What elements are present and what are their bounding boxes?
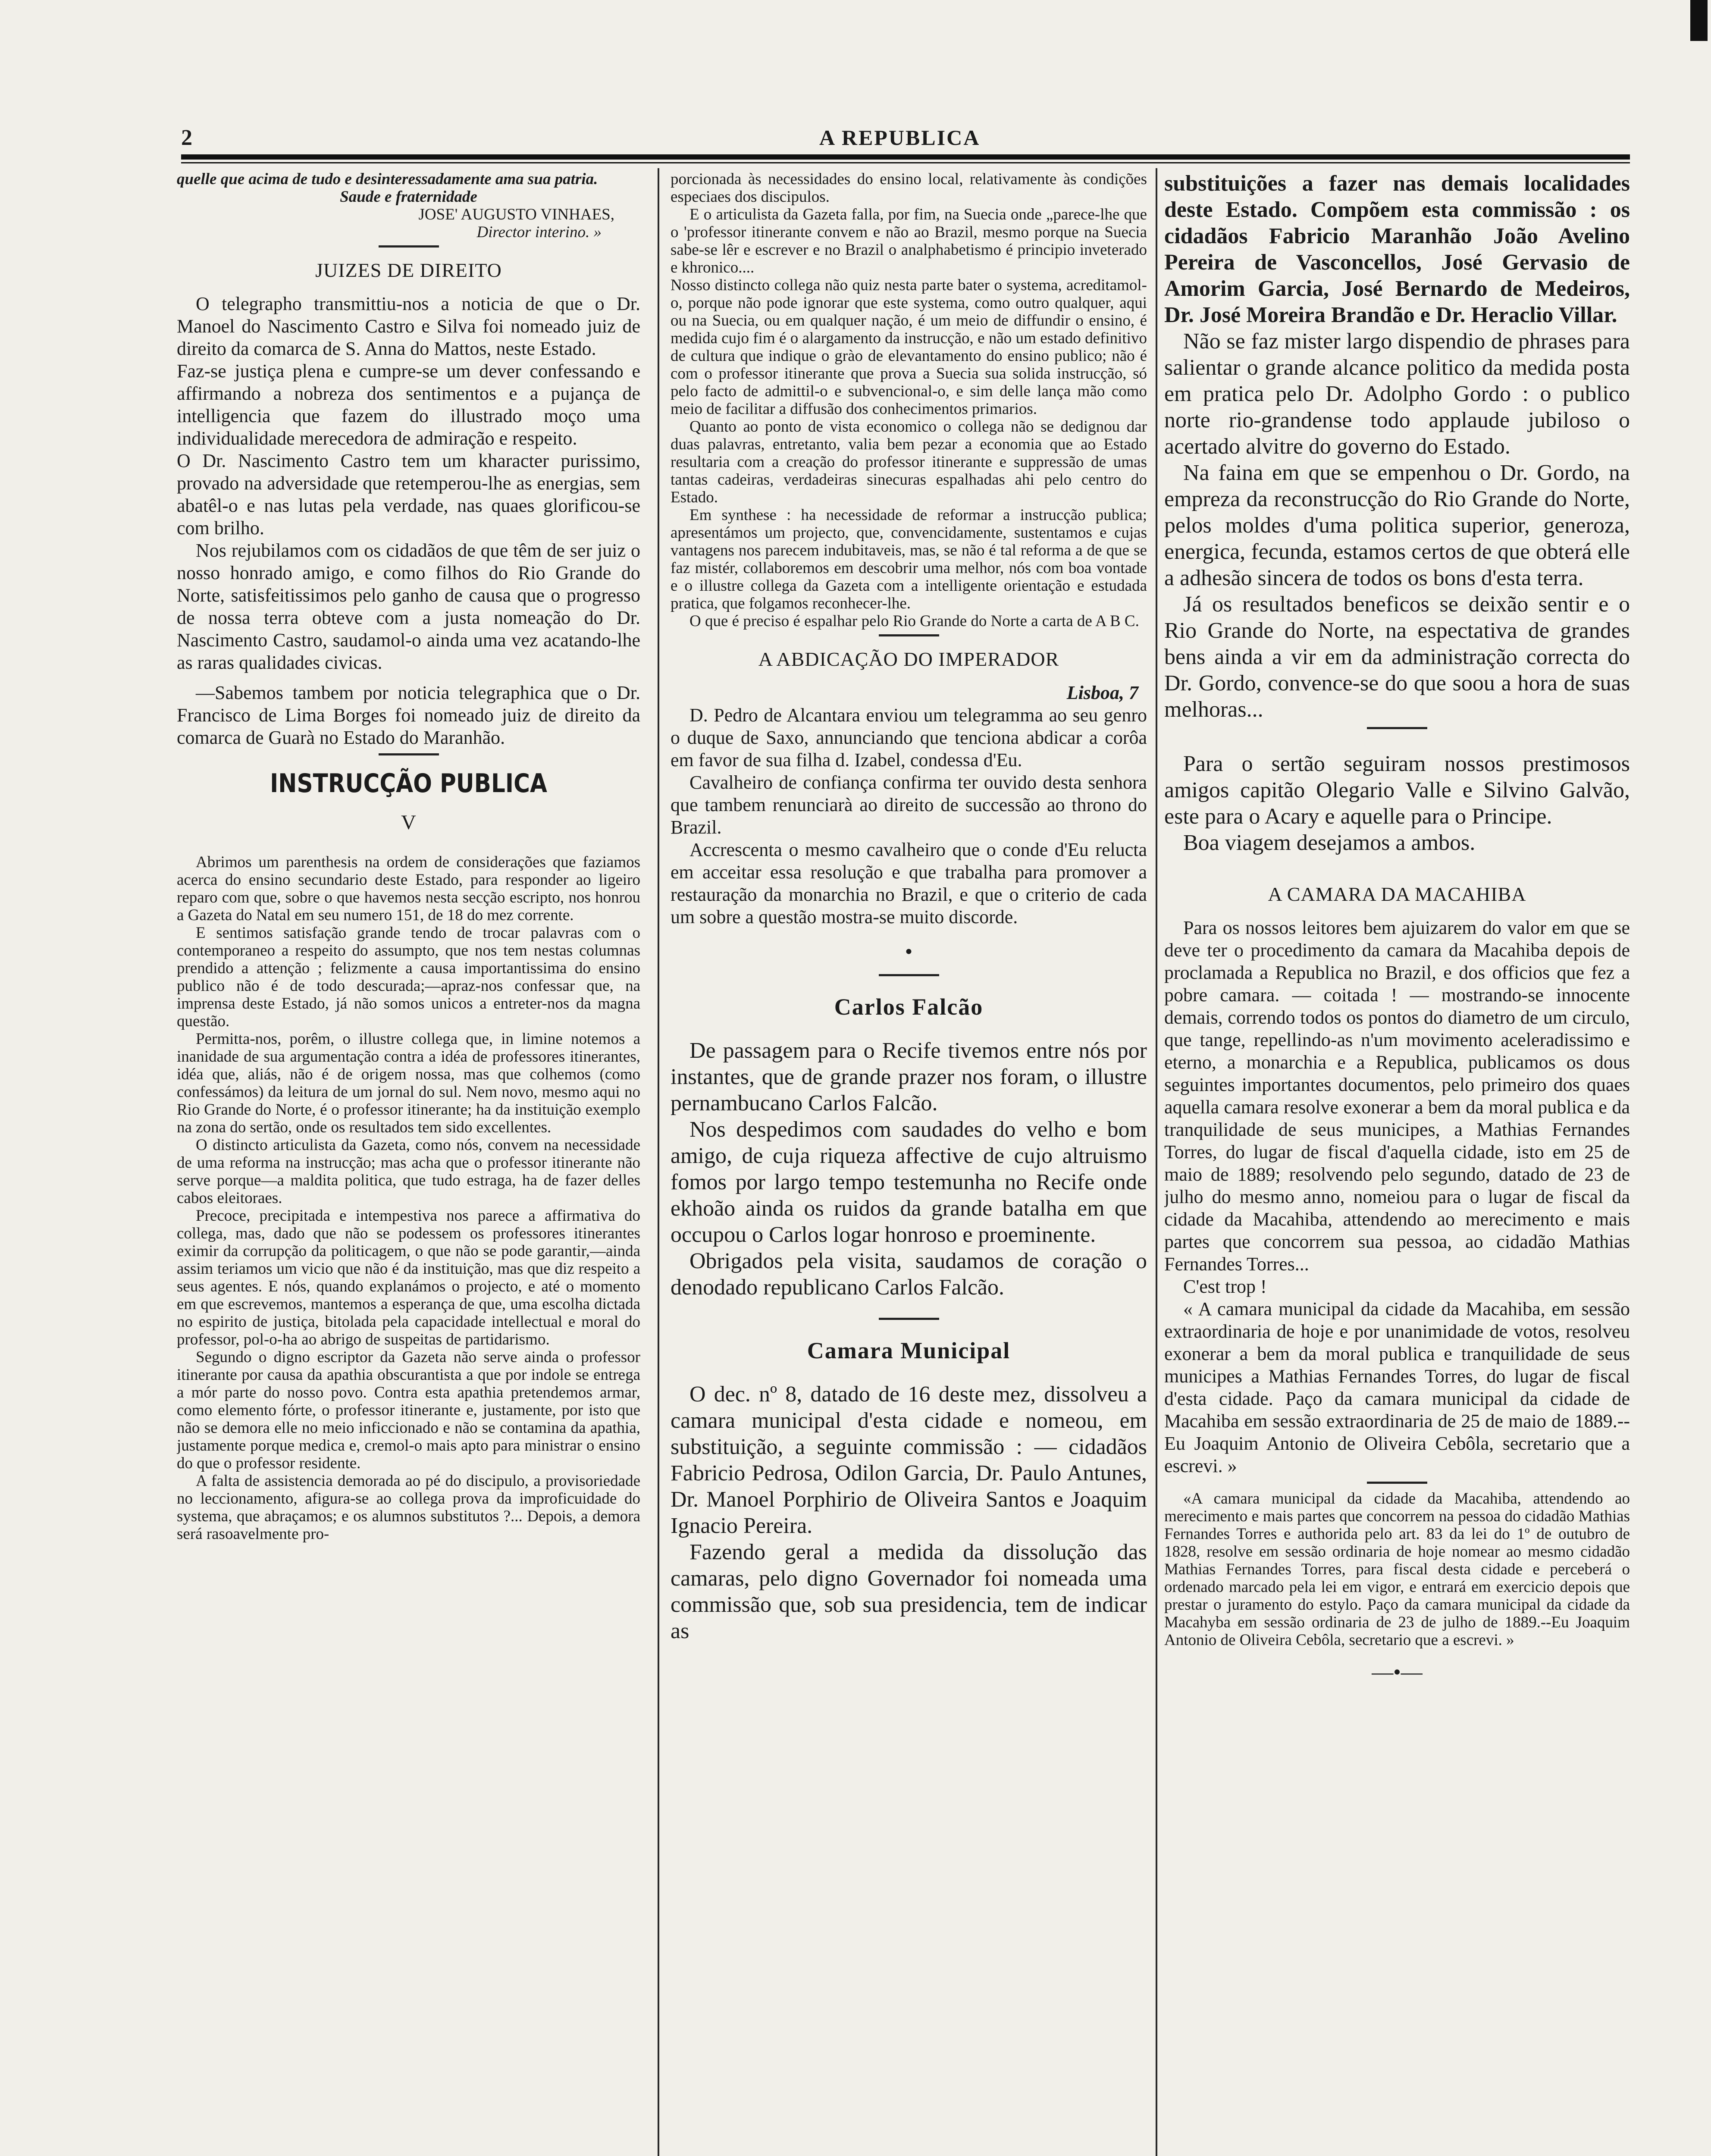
header-rule [181, 154, 1630, 160]
paragraph: Na faina em que se empenhou o Dr. Gordo, na empreza da reconstrucção do Rio Grande do Norte, pelos moldes d'uma politica superior, generoza, energica, fecunda, estamos certos de que obterá elle a adhesão sincera de todos os bons d'esta terra. [1164, 461, 1630, 590]
paragraph: Quanto ao ponto de vista economico o collega não se dedignou dar duas palavras, entretanto, valia bem pezar a economia que ao Estado resultaria com a creação do professor itinerante e suppressão de umas tantas cadeiras, verdadeiras sinecuras espalhadas ahi pelo centro do Estado. [671, 418, 1147, 506]
paragraph: Obrigados pela visita, saudamos de coração o denodado republicano Carlos Falcão. [671, 1249, 1147, 1300]
column-3 [1164, 170, 1630, 2156]
section-title-macahiba: A CAMARA DA MACAHIBA [1268, 883, 1526, 905]
paragraph: porcionada às necessidades do ensino local, relativamente às condições especiaes dos discipulos. [671, 170, 1147, 206]
paragraph: E sentimos satisfação grande tendo de trocar palavras com o contemporaneo a respeito do assumpto, que nos tem nestas columnas prendido a attenção ; felizmente a causa importantissima do ensino publico não é de todo descurada;—apraz-nos confessar que, na imprensa deste Estado, já não somos unicos a entreter-nos da magna questão. [177, 924, 640, 1030]
paragraph: Segundo o digno escriptor da Gazeta não serve ainda o professor itinerante por causa da apathia obscurantista a que por indole se entrega a mór parte do nosso povo. Contra esta apathia pretendemos armar, como elemento fórte, o professor itinerante e, justamente, por isto que não se demora elle no meio inficcionado e não se contamina da apathia, justamente porque medica e, cremol-o mais apto para ministrar o ensino do que o professor residente. [177, 1348, 640, 1472]
journal-title: A REPUBLICA [819, 125, 981, 150]
paragraph: Já os resultados beneficos se deixão sentir e o Rio Grande do Norte, na espectativa de grandes bens ainda a vir em da administração correcta do Dr. Gordo, convence-se do que soou a hora de suas melhoras... [1164, 592, 1630, 722]
section-title-instruccao: INSTRUCÇÃO PUBLICA [270, 768, 547, 799]
paragraph: Boa viagem desejamos a ambos. [1183, 830, 1476, 855]
paragraph: Nosso distincto collega não quiz nesta parte bater o systema, acreditamol-o, porque não pode ignorar que este systema, como outro qualquer, aqui ou na Suecia, ou em qualquer nação, é um meio de diffundir o ensino, é medida cujo fim é o alargamento da instrucção, e não um estado definitivo de cultura que indique o grào de elevantamento do ensino publico; não é com o professor itinerante que prova a Suecia sua solida instrucção, só pelo facto de admittil-o e subvencional-o, e sim delle lança mão como meio de facilitar a diffusão dos conhecimentos primarios. [671, 276, 1147, 418]
paragraph: D. Pedro de Alcantara enviou um telegramma ao seu genro o duque de Saxo, annunciando que tenciona abdicar a corôa em favor de sua filha d. Izabel, condessa d'Eu. [671, 705, 1147, 771]
corner-mark [1690, 0, 1708, 41]
separator [379, 245, 439, 248]
paragraph: Precoce, precipitada e intempestiva nos parece a affirmativa do collega, mas, dado que não se podessem os professores itinerantes eximir da corrupção da politicagem, o que não se pode garantir,—ainda assim teriamos um vicio que não é da instituição, mas que diz respeito a seus agentes. E nós, quando explanámos o projecto, e até o momento em que escrevemos, mantemos a esperança de que, uma escolha dictada no espirito de justiça, bitolada pela capacidade intellectual e moral do professor, pol-o-ha ao abrigo de suspeitas de partidarismo. [177, 1207, 640, 1348]
paragraph: substituições a fazer nas demais localidades deste Estado. Compõem esta commissão : os cidadãos Fabricio Maranhão João Avelino Pereira de Vasconcellos, José Gervasio de Amorim Garcia, José Bernardo de Medeiros, Dr. José Moreira Brandão e Dr. Heraclio Villar. [1164, 171, 1630, 327]
page-number: 2 [181, 125, 192, 150]
paragraph: Nos despedimos com saudades do velho e bom amigo, de cuja riqueza affective de cujo altruismo fomos por largo tempo testemunha no Recife onde ekhoão ainda os ruidos da grande batalha em que occupou o Carlos logar honroso e proeminente. [671, 1117, 1147, 1247]
opening-line: quelle que acima de tudo e desinteressadamente ama sua patria. [177, 170, 598, 188]
section-title-camara-municipal: Camara Municipal [807, 1338, 1011, 1363]
paragraph: «A camara municipal da cidade da Macahiba, attendendo ao merecimento e mais partes que concorrem na pessoa do cidadão Mathias Fernandes Torres e authorida pelo art. 83 da lei do 1º de outubro de 1828, resolve em sessão ordinaria de hoje nomear ao mesmo cidadão Mathias Fernandes Torres, para fiscal desta cidade e perceberá o ordenado marcado pela lei em vigor, e entrará em exercicio depois que prestar o juramento do estylo. Paço da camara municipal da cidade da Macahyba em sessão ordinaria de 23 de julho de 1889.--Eu Joaquim Antonio de Oliveira Cebôla, secretario que a escrevi. » [1164, 1490, 1630, 1649]
paragraph: O distincto articulista da Gazeta, como nós, convem na necessidade de uma reforma na instrucção; mas acha que o professor itinerante não serve porque—a maldita politica, que tudo estraga, ha de fazer delles cabos eleitoraes. [177, 1136, 640, 1207]
separator [1367, 727, 1427, 729]
paragraph: C'est trop ! [1183, 1276, 1267, 1297]
paragraph: De passagem para o Recife tivemos entre nós por instantes, que de grande prazer nos foram, o illustre pernambucano Carlos Falcão. [671, 1038, 1147, 1116]
paragraph: O telegrapho transmittiu-nos a noticia de que o Dr. Manoel do Nascimento Castro e Silva foi nomeado juiz de direito da comarca de S. Anna do Mattos, neste Estado. [177, 293, 640, 359]
column-1 [177, 170, 640, 2156]
paragraph: O que é preciso é espalhar pelo Rio Grande do Norte a carta de A B C. [689, 612, 1139, 630]
paragraph: Não se faz mister largo dispendio de phrases para salientar o grande alcance politico da medida posta em pratica pelo Dr. Adolpho Gordo : o publico norte rio-grandense todo applaude jubiloso o acertado alvitre do governo do Estado. [1164, 329, 1630, 459]
paragraph: « A camara municipal da cidade da Macahiba, em sessão extraordinaria de hoje e por unanimidade de votos, resolveu exonerar a bem da moral publica e tranquilidade de seus municipes a Mathias Fernandes Torres, do lugar de fiscal d'esta cidade. Paço da camara municipal da cidade de Macahiba em sessão extraordinaria de 25 de maio de 1889.--Eu Joaquim Antonio de Oliveira Cebôla, secretario que a escrevi. » [1164, 1298, 1630, 1476]
paragraph: —Sabemos tambem por noticia telegraphica que o Dr. Francisco de Lima Borges foi nomeado juiz de direito da comarca de Guarà no Estado do Maranhão. [177, 682, 640, 748]
paragraph: Accrescenta o mesmo cavalheiro que o conde d'Eu relucta em acceitar essa resolução e que trabalha para promover a restauração da monarchia no Brazil, e que o criterio de cada um sobre a questão mostra-se muito discorde. [671, 839, 1147, 928]
paragraph: Nos rejubilamos com os cidadãos de que têm de ser juiz o nosso honrado amigo, e como filhos do Rio Grande do Norte, satisfeitissimos pelo ganho de causa que o progresso de nossa terra obteve com a justa nomeação do Dr. Nascimento Castro, saudamol-o ainda uma vez acatando-lhe as raras qualidades civicas. [177, 540, 640, 673]
column-2 [671, 170, 1147, 2156]
section-title-carlos: Carlos Falcão [834, 994, 984, 1020]
separator [879, 974, 939, 976]
column-divider-2 [1156, 168, 1157, 2156]
separator [1367, 1482, 1427, 1484]
separator [879, 1318, 939, 1320]
column-divider-1 [658, 168, 659, 2156]
page-header [181, 125, 1626, 151]
paragraph: Cavalheiro de confiança confirma ter ouvido desta senhora que tambem renunciarà ao direito de successão ao throno do Brazil. [671, 772, 1147, 838]
ornament: • [905, 939, 913, 963]
opening-signature: JOSE' AUGUSTO VINHAES, [418, 206, 614, 223]
paragraph: Faz-se justiça plena e cumpre-se um dever confessando e affirmando a nobreza dos sentimentos e a pujança de intelligencia que fazem do illustrado moço uma individualidade merecedora de admiração e respeito. [177, 360, 640, 449]
separator [879, 634, 939, 636]
paragraph: Permitta-nos, porêm, o illustre collega que, in limine notemos a inanidade de sua argumentação contra a idéa de professores itinerantes, idéa que, aliás, não é de origem nossa, mas que colhemos (como confessámos) da leitura de um jornal do sul. Nem novo, mesmo aqui no Rio Grande do Norte, é o professor itinerante; ha da instituição exemplo na zona do sertão, onde os resultados tem sido excellentes. [177, 1030, 640, 1136]
opening-salutation: Saude e fraternidade [340, 188, 477, 206]
section-number: V [401, 811, 416, 834]
paragraph: Para os nossos leitores bem ajuizarem do valor em que se deve ter o procedimento da camara da Macahiba depois de proclamada a Republica no Brazil, e dos officios que fez a pobre camara. — coitada ! — mostrando-se innocente demais, correndo todos os pontos do diametro de um circulo, que tange, repellindo-as n'um movimento aceleradissimo e eterno, a monarchia e a Republica, publicamos os dous seguintes importantes documentos, pelo primeiro dos quaes aquella camara resolve exonerar a bem da moral publica e da tranquilidade de seus municipes, a Mathias Fernandes Torres, do lugar de fiscal d'aquella cidade, isto em 25 de maio de 1889; resolvendo pelo segundo, datado de 23 de julho do mesmo anno, nomeiou para o lugar de fiscal da cidade da Macahiba, attendendo ao merecimento e mais partes que concorrem sua pessoa, ao cidadão Mathias Fernandes Torres... [1164, 917, 1630, 1275]
section-title-juizes: JUIZES DE DIREITO [315, 259, 502, 281]
paragraph: O dec. nº 8, datado de 16 deste mez, dissolveu a camara municipal d'esta cidade e nomeou, em substituição, a seguinte commissão : — cidadãos Fabricio Pedrosa, Odilon Garcia, Dr. Paulo Antunes, Dr. Manoel Porphirio de Oliveira Santos e Joaquim Ignacio Pereira. [671, 1382, 1147, 1538]
paragraph: Fazendo geral a medida da dissolução das camaras, pelo digno Governador foi nomeada uma commissão que, sob sua presidencia, tem de indicar as [671, 1540, 1147, 1643]
header-rule-thin [181, 162, 1630, 163]
opening-signature-role: Director interino. » [476, 223, 602, 241]
paragraph: Em synthese : ha necessidade de reformar a instrucção publica; apresentámos um projecto, que, convencidamente, sustentamos e cujas vantagens nos parecem indubitaveis, mas, se não é tal reforma a de que se faz mistér, collaboremos em descobrir uma melhor, nós com boa vontade e o illustre collega da Gazeta com a intelligente orientação e estudada pratica, que folgamos reconhecer-lhe. [671, 506, 1147, 612]
ornament: —•— [1372, 1660, 1423, 1684]
paragraph: A falta de assistencia demorada ao pé do discipulo, a provisoriedade no leccionamento, afigura-se ao collega prova da improficuidade do systema, que abraçamos; e os alumnos substitutos ?... Depois, a demora será rasoavelmente pro- [177, 1472, 640, 1543]
paragraph: O Dr. Nascimento Castro tem um kharacter purissimo, provado na adversidade que retemperou-lhe as energias, sem abatêl-o e nas lutas pela verdade, nas quaes glorificou-se com brilho. [177, 450, 640, 539]
section-title-abdicacao: A ABDICAÇÃO DO IMPERADOR [758, 648, 1059, 670]
dateline: Lisboa, 7 [1066, 682, 1138, 703]
paragraph: Abrimos um parenthesis na ordem de considerações que faziamos acerca do ensino secundario deste Estado, para responder ao ligeiro reparo com que, sobre o que havemos nesta secção escripto, nos honrou a Gazeta do Natal em seu numero 151, de 18 do mez corrente. [177, 853, 640, 924]
paragraph: E o articulista da Gazeta falla, por fim, na Suecia onde „parece-lhe que o 'professor itinerante convem e não ao Brazil, mesmo porque na Suecia sabe-se lêr e escrever e no Brazil o analphabetismo é principio inveterado e khronico.... [671, 206, 1147, 276]
separator [379, 753, 439, 755]
paragraph: Para o sertão seguiram nossos prestimosos amigos capitão Olegario Valle e Silvino Galvão, este para o Acary e aquelle para o Principe. [1164, 752, 1630, 829]
